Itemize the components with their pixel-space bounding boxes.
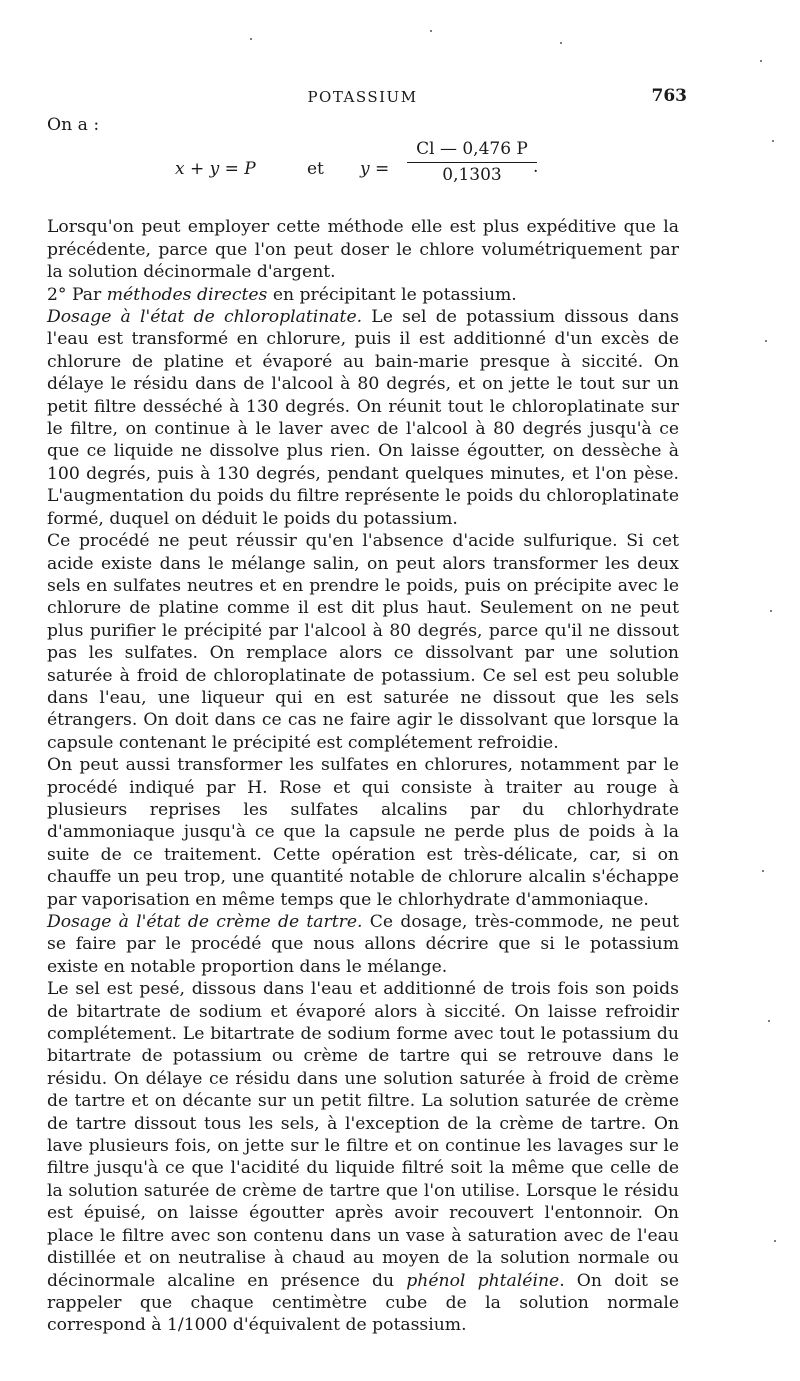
paragraph-6 <box>47 911 679 978</box>
paragraph-4 <box>47 530 679 754</box>
paragraph-2-prefix: 2° Par <box>47 284 107 305</box>
body-text <box>47 114 679 1337</box>
paragraph-5 <box>47 754 679 911</box>
equation-y-label: y = <box>360 159 390 180</box>
paragraph-3-text: Le sel de potassium dissous dans l'eau est transformé en chlorure, puis il est additionné d'un excès de chlorure de platine et évaporé au bain-marie presque à siccité. On délaye le résidu dans de l'alcool à 80 degrés, et on jette le tout sur un petit filtre desséché à 130 degrés. On réunit tout le chloroplatinate sur le filtre, on continue à le laver avec de l'alcool à 80 degrés jusqu'à ce que ce liquide ne dissolve plus rien. On laisse égoutter, on dessèche à 100 degrés, puis à 130 degrés, pendant quelques minutes, et l'on pèse. L'augmentation du poids du filtre représente le poids du chloroplatinate formé, duquel on déduit le poids du potassium. <box>47 307 679 529</box>
scan-speck <box>250 38 252 40</box>
page-number: 763 <box>651 86 687 106</box>
section-heading-creme-de-tartre: Dosage à l'état de crème de tartre. <box>47 912 363 932</box>
paragraph-7-text-b: . On doit se rappeler que chaque centimètre cube de la solution normale correspond à 1/1000 d'équivalent de potassium. <box>47 1270 679 1336</box>
scan-speck <box>760 60 762 62</box>
formula-intro: On a : <box>47 115 100 135</box>
formula-block <box>47 136 679 202</box>
equation-fraction <box>407 138 537 186</box>
running-head: POTASSIUM <box>307 88 418 106</box>
paragraph-2-italic: méthodes directes <box>106 284 268 305</box>
page-header <box>40 86 685 110</box>
scan-speck <box>774 1240 776 1242</box>
paragraph-3 <box>47 306 679 530</box>
paragraph-2-suffix: en précipitant le potassium. <box>267 284 517 305</box>
equation-period: . <box>533 157 539 178</box>
paragraph-7-italic: phénol phtaléine <box>406 1270 560 1291</box>
scan-speck <box>430 30 432 32</box>
equation-conjunction: et <box>307 159 324 180</box>
scan-speck <box>768 1020 770 1022</box>
scan-speck <box>560 42 562 44</box>
equation-sum: x + y = P <box>175 159 256 180</box>
scan-speck <box>772 140 774 142</box>
scan-speck <box>765 340 767 342</box>
paragraph-7 <box>47 978 679 1337</box>
fraction-numerator: Cl — 0,476 P <box>407 138 537 162</box>
paragraph-6-text: Ce dosage, très-commode, ne peut se faire par le procédé que nous allons décrire que si le potassium existe en notable proportion dans le mélange. <box>47 912 679 977</box>
paragraph-1-text: Lorsqu'on peut employer cette méthode elle est plus expéditive que la précédente, parce que l'on peut doser le chlore volumétriquement par la solution décinormale d'argent. <box>47 217 679 283</box>
section-heading-chloroplatinate: Dosage à l'état de chloroplatinate. <box>47 307 363 328</box>
fraction-denominator: 0,1303 <box>442 164 502 185</box>
scan-speck <box>770 610 772 612</box>
paragraph-2 <box>47 284 679 306</box>
scan-speck <box>762 870 764 872</box>
paragraph-5-text: On peut aussi transformer les sulfates en chlorures, notamment par le procédé indiqué par H. Rose et qui consiste à traiter au rouge à plusieurs reprises les sulfates alcalins par du chlorhydrate d'ammoniaque jusqu'à ce que la capsule ne perde plus de poids à la suite de ce traitement. Cette opération est très-délicate, car, si on chauffe un peu trop, une quantité notable de chlorure alcalin s'échappe par vaporisation en même temps que le chlorhydrate d'ammoniaque. <box>47 755 679 910</box>
paragraph-1 <box>47 216 679 283</box>
paragraph-7-text-a: Le sel est pesé, dissous dans l'eau et additionné de trois fois son poids de bitartrate de sodium et évaporé alors à siccité. On laisse refroidir complétement. Le bitartrate de sodium forme avec tout le potassium du bitartrate de potassium ou crème de tartre qui se retrouve dans le résidu. On délaye ce résidu dans une solution saturée à froid de crème de tartre et on décante sur un petit filtre. La solution saturée de crème de tartre dissout tous les sels, à l'exception de la crème de tartre. On lave plusieurs fois, on jette sur le filtre et on continue les lavages sur le filtre jusqu'à ce que l'acidité du liquide filtré soit la même que celle de la solution saturée de crème de tartre que l'on utilise. Lorsque le résidu est épuisé, on laisse égoutter après avoir recouvert l'entonnoir. On place le filtre avec son contenu dans un vase à saturation avec de l'eau distillée et on neutralise à chaud au moyen de la solution normale ou décinormale alcaline en présence du <box>47 979 679 1291</box>
paragraph-4-text: Ce procédé ne peut réussir qu'en l'absence d'acide sulfurique. Si cet acide existe dans le mélange salin, on peut alors transformer les deux sels en sulfates neutres et en prendre le poids, puis on précipite avec le chlorure de platine comme il est dit plus haut. Seulement on ne peut plus purifier le précipité par l'alcool à 80 degrés, parce qu'il ne dissout pas les sulfates. On remplace alors ce dissolvant par une solution saturée à froid de chloroplatinate de potassium. Ce sel est peu soluble dans l'eau, une liqueur qui en est saturée ne dissout que les sels étrangers. On doit dans ce cas ne faire agir le dissolvant que lorsque la capsule contenant le précipité est complétement refroidie. <box>47 531 679 753</box>
